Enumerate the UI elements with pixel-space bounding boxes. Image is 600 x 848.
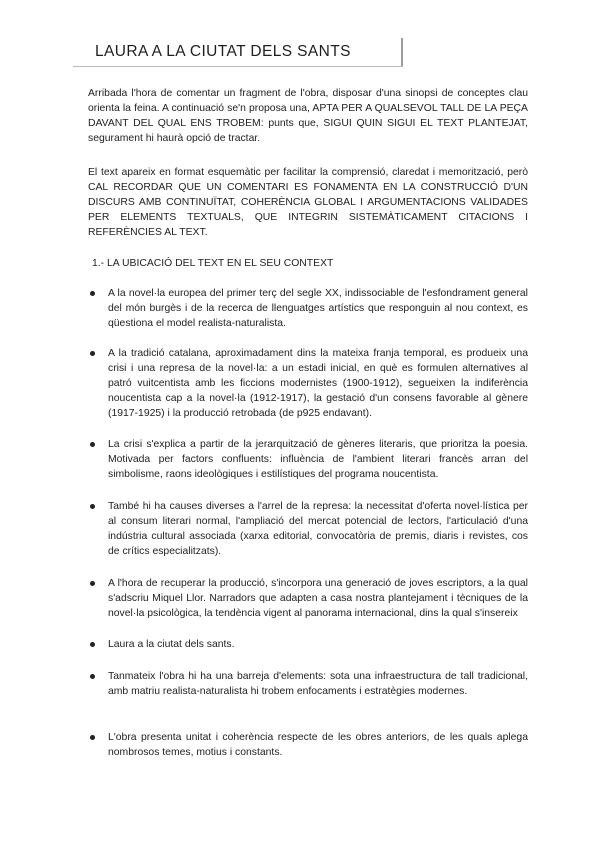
- bullet-dot-icon: [90, 735, 95, 740]
- bullet-dot-icon: [90, 504, 95, 509]
- page-header: [73, 38, 403, 67]
- bullet-item: [108, 576, 528, 621]
- bullet-item: [108, 730, 528, 760]
- bullet-dot-icon: [90, 642, 95, 647]
- bullet-dot-icon: [90, 674, 95, 679]
- bullet-item: [108, 346, 528, 421]
- document-title: LAURA A LA CIUTAT DELS SANTS: [95, 43, 351, 60]
- bullet-item: [108, 286, 528, 331]
- bullet-text: També hi ha causes diverses a l'arrel de la represa: la necessitat d'oferta novel·lística per al consum literari normal, l'ampliació del mercat potencial de lectors, l'articulació d'una indústria cultural associada (xarxa editorial, convocatòria de premis, diaris i revistes, cos de crítics especialitzats).: [108, 501, 528, 557]
- header-vertical-rule: [401, 38, 403, 66]
- bullet-dot-icon: [90, 351, 95, 356]
- intro-paragraph-2: El text apareix en format esquemàtic per facilitar la comprensió, claredat i memorització, però CAL RECORDAR QUE UN COMENTARI ES FONAMENTA EN LA CONSTRUCCIÓ D'UN DISCURS AMB CONTINUÏTAT, COHERÈNCIA GLOBAL I ARGUMENTACIONS VALIDADES PER ELEMENTS TEXTUALS, QUE INTEGRIN SISTEMÀTICAMENT CITACIONS I REFERÈNCIES AL TEXT.: [88, 167, 528, 238]
- bullet-text: Laura a la ciutat dels sants.: [108, 639, 235, 650]
- bullet-item: [108, 669, 528, 699]
- bullet-item: [108, 637, 528, 652]
- bullet-text: A la novel·la europea del primer terç del segle XX, indissociable de l'esfondrament general del món burgès i de la recerca de llenguatges artístics que responguin al nou context, es qüestiona el model realista-naturalista.: [108, 288, 528, 329]
- bullet-item: [108, 437, 528, 482]
- bullet-dot-icon: [90, 442, 95, 447]
- bullet-text: A la tradició catalana, aproximadament dins la mateixa franja temporal, es produeix una crisi i una represa de la novel·la: a un estadi inicial, en què es formulen alternatives al patró vuitcentista amb les ficcions modernistes (1900-1912), segueixen la indiferència noucentista cap a la novel·la (1912-1917), la gestació d'un consens favorable al gènere (1917-1925) i la producció retrobada (de p925 endavant).: [108, 348, 528, 419]
- bullet-dot-icon: [90, 581, 95, 586]
- bullet-item: [108, 499, 528, 559]
- bullet-text: L'obra presenta unitat i coherència respecte de les obres anteriors, de les quals aplega nombrosos temes, motius i constants.: [108, 732, 528, 758]
- bullet-dot-icon: [90, 291, 95, 296]
- bullet-text: A l'hora de recuperar la producció, s'incorpora una generació de joves escriptors, a la qual s'adscriu Miquel Llor. Narradors que adapten a casa nostra plantejament i tècniques de la novel·la psicològica, la tendència vigent al panorama internacional, dins la qual s'insereix: [108, 578, 528, 619]
- intro-paragraph-1: Arribada l'hora de comentar un fragment de l'obra, disposar d'una sinopsi de conceptes clau orienta la feina. A continuació se'n proposa una, APTA PER A QUALSEVOL TALL DE LA PEÇA DAVANT DEL QUAL ENS TROBEM: punts que, SIGUI QUIN SIGUI EL TEXT PLANTEJAT, segurament hi haurà opció de tractar.: [88, 88, 528, 144]
- section-heading: 1.- LA UBICACIÓ DEL TEXT EN EL SEU CONTEXT: [92, 258, 334, 269]
- bullet-text: La crisi s'explica a partir de la jerarquització de gèneres literaris, que prioritza la poesia. Motivada per factors confluents: influència de l'ambient literari francès arran del simbolisme, raons ideològiques i estilístiques del programa noucentista.: [108, 439, 528, 480]
- bullet-text: Tanmateix l'obra hi ha una barreja d'elements: sota una infraestructura de tall tradicional, amb matriu realista-naturalista hi trobem enfocaments i estratègies modernes.: [108, 671, 528, 697]
